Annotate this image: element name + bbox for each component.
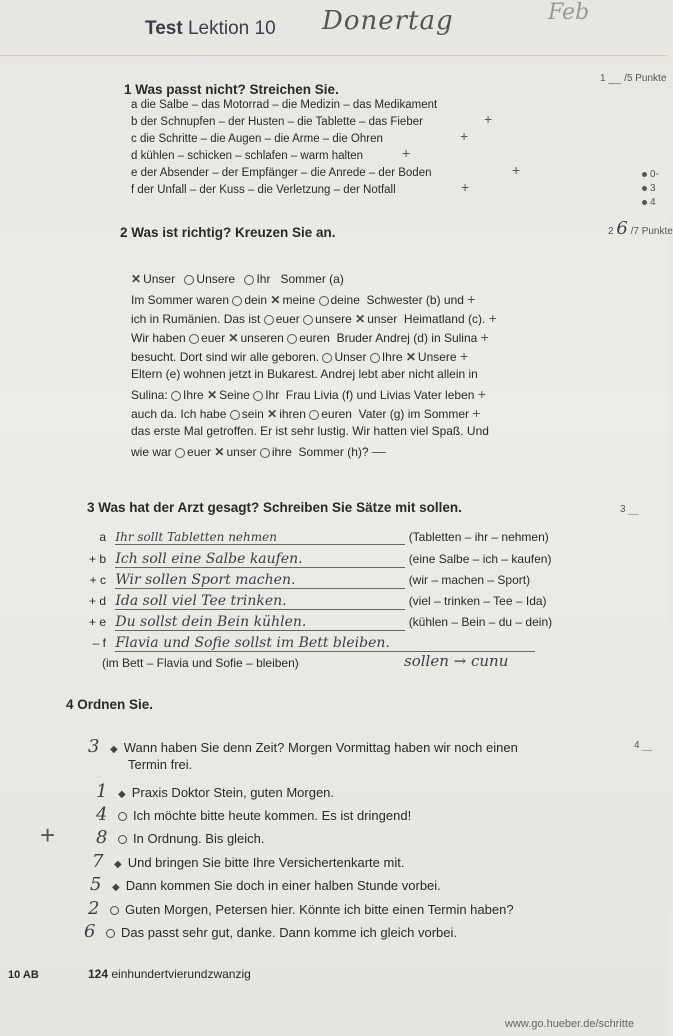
s4-item: 1 ◆ Praxis Doktor Stein, guten Morgen. — [96, 781, 335, 802]
check-mark: + — [512, 162, 521, 178]
section3-score: 3 __ — [620, 504, 639, 515]
s1-line-d: d kühlen – schicken – schlafen – warm halten — [131, 150, 364, 162]
s2-line-7: Sulina: Ihre ✕ Seine Ihr Frau Livia (f) und Livias Vater leben + — [131, 386, 486, 402]
s1-line-c: c die Schritte – die Augen – die Arme – die Ohren — [131, 133, 383, 145]
footer-section: 10 AB — [8, 969, 39, 981]
s4-item: 6 Das passt sehr gut, danke. Dann komme ich gleich vorbei. — [84, 921, 458, 942]
s3-row-e: + e Du sollst dein Bein kühlen. (kühlen – Bein – du – dein) — [88, 614, 553, 630]
s4-item: 7 ◆ Und bringen Sie bitte Ihre Versichertenkarte mit. — [92, 851, 405, 872]
footer-page: 124 einhundertvierundzwanzig — [88, 967, 251, 981]
s2-line-9: das erste Mal getroffen. Er ist sehr lustig. Wir hatten viel Spaß. Und — [131, 424, 489, 438]
s2-line-10: wie war euer ✕ unser ihre Sommer (h)? — — [131, 443, 386, 459]
s2-line-1: ✕ Unser Unsere Ihr Sommer (a) — [131, 272, 344, 286]
s3-row-c: + c Wir sollen Sport machen. (wir – machen – Sport) — [89, 572, 531, 588]
handwritten-day: Donertag — [322, 6, 454, 36]
section4-score: 4 __ — [634, 740, 653, 751]
section1-score: 1 __ /5 Punkte — [600, 70, 667, 85]
s3-row-f: – f Flavia und Sofie sollst im Bett bleiben. — [84, 635, 535, 652]
s4-item: 5 ◆ Dann kommen Sie doch in einer halben Stunde vorbei. — [90, 874, 441, 895]
s4-item-cont: Termin frei. — [128, 757, 193, 772]
footer-url: www.go.hueber.de/schritte — [505, 1018, 635, 1030]
s1-line-e: e der Absender – der Empfänger – die Anrede – der Boden — [131, 167, 432, 179]
s4-item: 8 In Ordnung. Bis gleich. — [96, 827, 265, 848]
check-mark: + — [461, 179, 470, 195]
s4-item: 4 Ich möchte bitte heute kommen. Es ist dringend! — [96, 804, 412, 825]
score-legend: 0- 3 4 — [642, 168, 659, 210]
s2-line-8: auch da. Ich habe sein ✕ ihren euren Vater (g) im Sommer + — [131, 405, 481, 421]
handwritten-month: Feb — [548, 0, 590, 25]
section2-score: 2 6 /7 Punkte — [608, 218, 673, 239]
s1-line-b: b der Schnupfen – der Husten – die Tablette – das Fieber — [131, 116, 423, 128]
s2-line-2: Im Sommer waren dein ✕ meine deine Schwester (b) und + — [131, 291, 476, 307]
s2-line-4: Wir haben euer ✕ unseren euren Bruder Andrej (d) in Sulina + — [131, 329, 489, 345]
s1-line-f: f der Unfall – der Kuss – die Verletzung – der Notfall — [131, 184, 396, 196]
section2-heading: 2 Was ist richtig? Kreuzen Sie an. — [120, 225, 336, 240]
s3-row-d: + d Ida soll viel Tee trinken. (viel – trinken – Tee – Ida) — [88, 593, 547, 609]
section4-heading: 4 Ordnen Sie. — [66, 697, 154, 712]
s2-line-5: besucht. Dort sind wir alle geboren. Unser Ihre ✕ Unsere + — [131, 348, 469, 364]
s3-row-b: + b Ich soll eine Salbe kaufen. (eine Salbe – ich – kaufen) — [88, 551, 552, 567]
s3-last-prompt: (im Bett – Flavia und Sofie – bleiben) — [102, 656, 299, 670]
s3-row-a: a Ihr sollt Tabletten nehmen (Tabletten – ihr – nehmen) — [99, 530, 549, 544]
s2-line-6: Eltern (e) wohnen jetzt in Bukarest. Andrej lebt aber nicht allein in — [131, 367, 478, 381]
header-divider — [0, 55, 668, 56]
check-mark: + — [402, 145, 411, 161]
s2-line-3: ich in Rumänien. Das ist euer unsere ✕ unser Heimatland (c). + — [131, 310, 497, 326]
s4-item: 2 Guten Morgen, Petersen hier. Könnte ich bitte einen Termin haben? — [88, 898, 514, 919]
check-mark: + — [40, 820, 56, 850]
s4-item: 3 ◆ Wann haben Sie denn Zeit? Morgen Vormittag haben wir noch einen — [88, 736, 518, 757]
check-mark: + — [460, 128, 469, 144]
s1-line-a: a die Salbe – das Motorrad – die Medizin – das Medikament — [131, 99, 438, 111]
s3-handwritten-correction: sollen → cunu — [404, 652, 509, 670]
section1-heading: 1 Was passt nicht? Streichen Sie. — [124, 82, 339, 97]
section3-heading: 3 Was hat der Arzt gesagt? Schreiben Sie Sätze mit sollen. — [87, 500, 462, 515]
page-title: Test Lektion 10 — [145, 18, 276, 39]
check-mark: + — [484, 111, 493, 127]
